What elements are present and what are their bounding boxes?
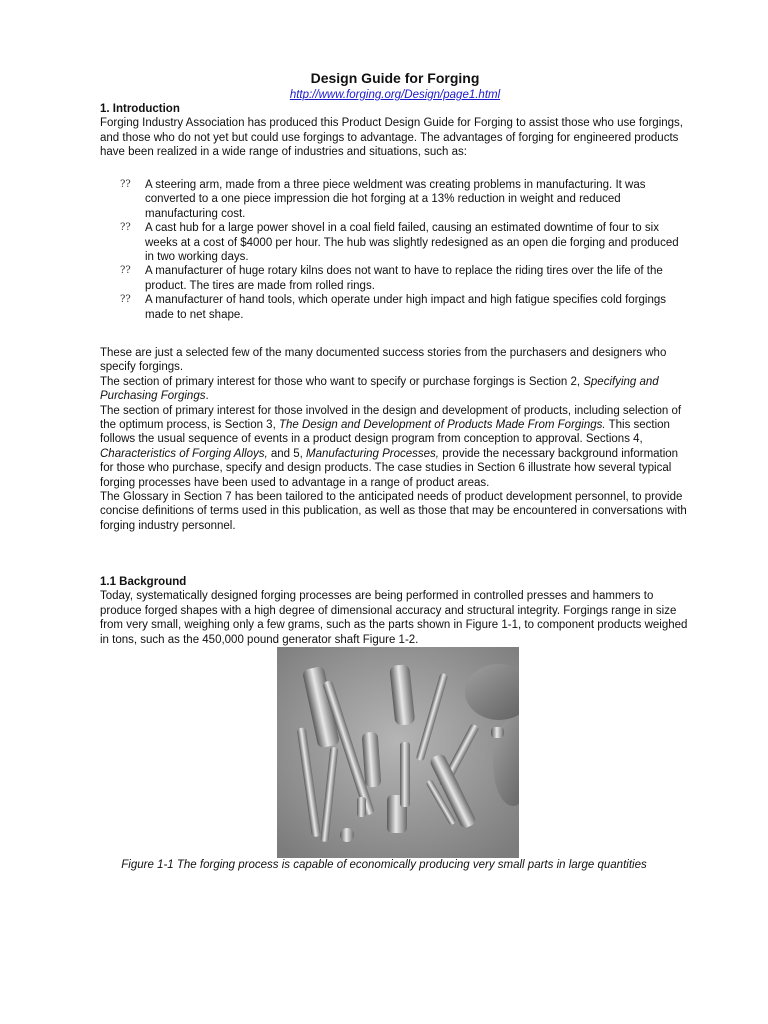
- summary-paragraph-1: These are just a selected few of the many documented success stories from the purchasers and designers who specify forgings.: [100, 347, 667, 374]
- summary-paragraph-4: The Glossary in Section 7 has been tailored to the anticipated needs of product development personnel, to provide concise definitions of terms used in this publication, as well as those that may be encountered in conversations with forging industry personnel.: [100, 491, 687, 532]
- source-url-link[interactable]: http://www.forging.org/Design/page1.html: [289, 89, 501, 101]
- introduction-heading: 1. Introduction: [100, 103, 180, 115]
- forged-parts-photo: [277, 647, 519, 858]
- introduction-paragraph: Forging Industry Association has produced this Product Design Guide for Forging to assist those who use forgings, and those who do not yet but could use forgings to advantage. The advantages of forging for engineered products have been realized in a wide range of industries and situations, such as:: [100, 117, 683, 159]
- introduction-section: [100, 102, 690, 160]
- background-section: [100, 575, 690, 647]
- background-paragraph: Today, systematically designed forging processes are being performed in controlled presses and hammers to produce forged shapes with a high degree of dimensional accuracy and structural integrity. Forgings range in size from very small, weighing only a few grams, such as the parts shown in Figure 1-1, to component products weighed in tons, such as the 450,000 pound generator shaft Figure 1-2.: [100, 590, 688, 646]
- list-item: ?? A manufacturer of hand tools, which operate under high impact and high fatigue specifies cold forgings made to net shape.: [120, 294, 667, 321]
- summary-paragraph-2: The section of primary interest for those who want to specify or purchase forgings is Section 2, Specifying and Purchasing Forgings.: [100, 375, 659, 403]
- bullet-marker: ??: [120, 222, 131, 234]
- summary-paragraph-3: The section of primary interest for those involved in the design and development of products, including selection of the optimum process, is Section 3, The Design and Development of Products Made From Forgings. This section follows the usual sequence of events in a product design program from conception to approval. Sections 4, Characteristics of Forging Alloys, and 5, Manufacturing Processes, provide the necessary background information for those who purchase, specify and design products. The case studies in Section 6 illustrate how several typical forging processes have been used to advantage in a range of product areas.: [100, 404, 682, 489]
- success-stories-list: [120, 178, 690, 322]
- summary-section: [100, 346, 690, 533]
- list-item: ?? A steering arm, made from a three piece weldment was creating problems in manufacturing. It was converted to a one piece impression die hot forging at a 13% reduction in weight and reduced manufacturing cost.: [120, 179, 646, 220]
- bullet-marker: ??: [120, 179, 131, 190]
- background-heading: 1.1 Background: [100, 576, 187, 588]
- bullet-marker: ??: [120, 265, 131, 277]
- document-title: Design Guide for Forging: [310, 70, 480, 86]
- figure-caption: Figure 1-1 The forging process is capable of economically producing very small parts in large quantities: [121, 859, 647, 871]
- list-item: ?? A manufacturer of huge rotary kilns does not want to have to replace the riding tires over the life of the product. The tires are made from rolled rings.: [120, 265, 663, 292]
- list-item: ?? A cast hub for a large power shovel in a coal field failed, causing an estimated downtime of four to six weeks at a cost of $4000 per hour. The hub was slightly redesigned as an open die forging and produced in two working days.: [120, 222, 679, 264]
- bullet-marker: ??: [120, 294, 131, 306]
